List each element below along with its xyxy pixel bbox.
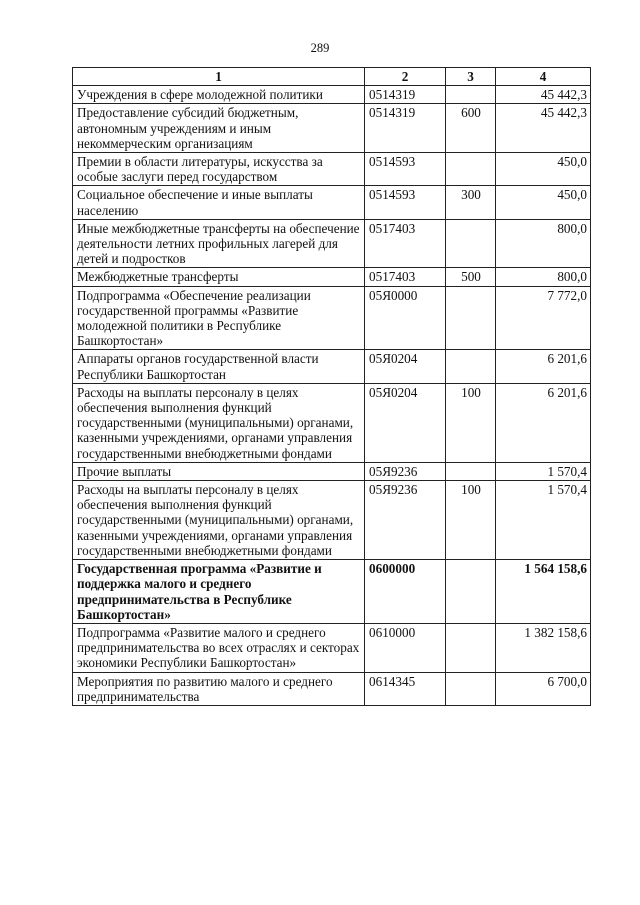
row-amount-cell: 7 772,0 (496, 286, 591, 350)
row-code-cell: 05Я0204 (365, 383, 446, 462)
row-amount-cell: 1 564 158,6 (496, 560, 591, 624)
row-amount-cell: 450,0 (496, 153, 591, 186)
row-name-cell: Учреждения в сфере молодежной политики (73, 86, 365, 104)
table-row (73, 186, 591, 219)
row-name-cell: Прочие выплаты (73, 462, 365, 480)
row-expense-type-cell (446, 560, 496, 624)
row-code-cell: 0514319 (365, 86, 446, 104)
row-code-cell: 0514593 (365, 153, 446, 186)
row-amount-cell: 800,0 (496, 268, 591, 286)
row-amount-cell: 450,0 (496, 186, 591, 219)
row-code-cell: 0600000 (365, 560, 446, 624)
row-expense-type-cell: 600 (446, 104, 496, 153)
table-row (73, 153, 591, 186)
table-row (73, 560, 591, 624)
row-amount-cell: 800,0 (496, 219, 591, 268)
row-expense-type-cell (446, 672, 496, 705)
header-col-4: 4 (496, 68, 591, 86)
row-name-cell: Расходы на выплаты персоналу в целях обеспечения выполнения функций государственными (муниципальными) органами, казенными учреждениями, органами управления государственными внебюджетными фондами (73, 481, 365, 560)
row-name-cell: Межбюджетные трансферты (73, 268, 365, 286)
row-amount-cell: 1 382 158,6 (496, 623, 591, 672)
row-expense-type-cell: 100 (446, 481, 496, 560)
row-name-cell: Подпрограмма «Развитие малого и среднего предпринимательства во всех отраслях и секторах экономики Республики Башкортостан» (73, 623, 365, 672)
row-expense-type-cell (446, 462, 496, 480)
row-expense-type-cell (446, 623, 496, 672)
row-amount-cell: 6 700,0 (496, 672, 591, 705)
row-amount-cell: 1 570,4 (496, 462, 591, 480)
row-amount-cell: 45 442,3 (496, 86, 591, 104)
header-col-1: 1 (73, 68, 365, 86)
row-expense-type-cell: 500 (446, 268, 496, 286)
table-header-row (73, 68, 591, 86)
header-col-2: 2 (365, 68, 446, 86)
row-name-cell: Государственная программа «Развитие и поддержка малого и среднего предпринимательства в Республике Башкортостан» (73, 560, 365, 624)
table-row (73, 350, 591, 383)
table-row (73, 286, 591, 350)
row-expense-type-cell (446, 86, 496, 104)
row-code-cell: 05Я0000 (365, 286, 446, 350)
table-row (73, 268, 591, 286)
table-row (73, 623, 591, 672)
row-code-cell: 0514319 (365, 104, 446, 153)
row-name-cell: Аппараты органов государственной власти Республики Башкортостан (73, 350, 365, 383)
row-code-cell: 05Я0204 (365, 350, 446, 383)
row-code-cell: 05Я9236 (365, 481, 446, 560)
row-amount-cell: 45 442,3 (496, 104, 591, 153)
table-row (73, 462, 591, 480)
row-expense-type-cell (446, 350, 496, 383)
row-expense-type-cell (446, 286, 496, 350)
row-code-cell: 0614345 (365, 672, 446, 705)
table-row (73, 86, 591, 104)
row-name-cell: Предоставление субсидий бюджетным, автономным учреждениям и иным некоммерческим организациям (73, 104, 365, 153)
row-name-cell: Расходы на выплаты персоналу в целях обеспечения выполнения функций государственными (муниципальными) органами, казенными учреждениями, органами управления государственными внебюджетными фондами (73, 383, 365, 462)
row-code-cell: 0517403 (365, 268, 446, 286)
table-row (73, 383, 591, 462)
table-body (73, 86, 591, 706)
row-expense-type-cell (446, 153, 496, 186)
row-amount-cell: 6 201,6 (496, 350, 591, 383)
row-name-cell: Премии в области литературы, искусства за особые заслуги перед государством (73, 153, 365, 186)
row-name-cell: Подпрограмма «Обеспечение реализации государственной программы «Развитие молодежной политики в Республике Башкортостан» (73, 286, 365, 350)
budget-table (72, 67, 591, 706)
row-name-cell: Мероприятия по развитию малого и среднего предпринимательства (73, 672, 365, 705)
header-col-3: 3 (446, 68, 496, 86)
row-expense-type-cell: 300 (446, 186, 496, 219)
row-expense-type-cell (446, 219, 496, 268)
row-amount-cell: 1 570,4 (496, 481, 591, 560)
row-code-cell: 0610000 (365, 623, 446, 672)
row-amount-cell: 6 201,6 (496, 383, 591, 462)
row-expense-type-cell: 100 (446, 383, 496, 462)
row-code-cell: 05Я9236 (365, 462, 446, 480)
row-name-cell: Социальное обеспечение и иные выплаты населению (73, 186, 365, 219)
table-row (73, 104, 591, 153)
table-row (73, 219, 591, 268)
row-name-cell: Иные межбюджетные трансферты на обеспечение деятельности летних профильных лагерей для детей и подростков (73, 219, 365, 268)
table-row (73, 672, 591, 705)
row-code-cell: 0514593 (365, 186, 446, 219)
table-row (73, 481, 591, 560)
row-code-cell: 0517403 (365, 219, 446, 268)
page-number: 289 (310, 41, 330, 55)
